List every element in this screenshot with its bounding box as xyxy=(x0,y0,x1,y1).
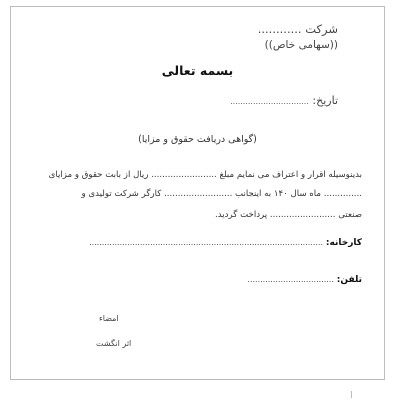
factory-line xyxy=(89,238,362,248)
company-dots: ............ xyxy=(257,22,302,36)
certificate-page xyxy=(10,6,385,380)
phone-line xyxy=(247,275,362,285)
date-label: تاریخ: xyxy=(312,94,338,107)
body-line-2: .............. ماه سال ۱۴۰ به اینجانب ......................... کارگر شرکت تولیدی و xyxy=(81,189,362,199)
thumbprint-label: اثر انگشت xyxy=(96,339,132,348)
company-type: ((سهامی خاص)) xyxy=(264,39,338,51)
date-line xyxy=(230,94,338,107)
page-edge-tick xyxy=(351,391,352,398)
body-line-3: صنعتی ........................ پرداخت گردید. xyxy=(215,210,362,220)
signature-label: امضاء xyxy=(99,314,119,323)
certificate-subtitle: (گواهی دریافت حقوق و مزایا) xyxy=(138,134,257,145)
body-line-1: بدینوسیله اقرار و اعتراف می نمایم مبلغ ........................ ریال از بابت حقوق و مزایای xyxy=(48,170,362,180)
factory-label: کارخانه: xyxy=(325,238,362,248)
phone-label: تلفن: xyxy=(336,275,362,285)
factory-dots: ............................................................................................ xyxy=(89,238,324,247)
company-label: شرکت xyxy=(305,22,338,36)
page-title: بسمه تعالی xyxy=(161,63,234,78)
date-dots: ............................... xyxy=(230,97,309,106)
company-name-line xyxy=(258,22,338,36)
phone-dots: .................................. xyxy=(247,275,334,284)
